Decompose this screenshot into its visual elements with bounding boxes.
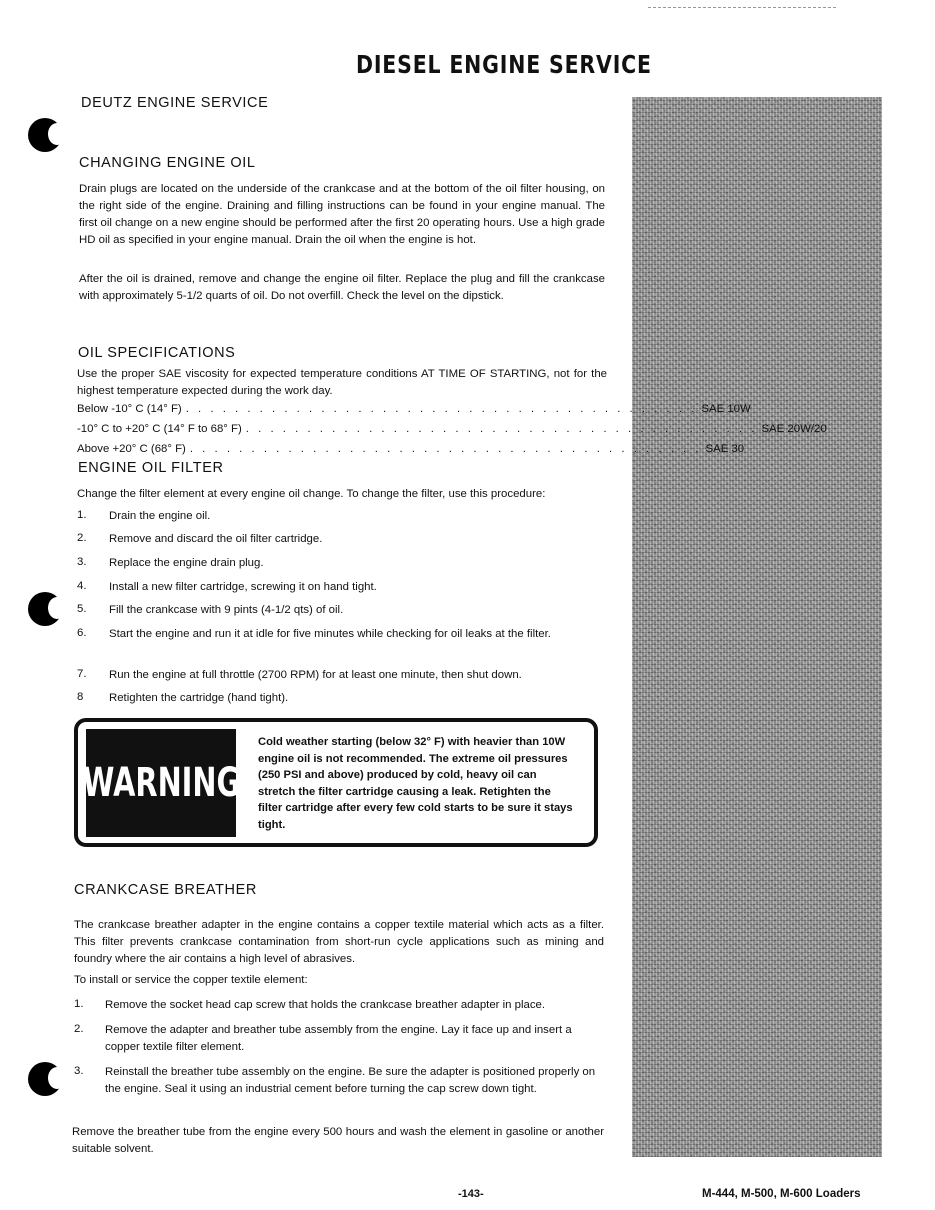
punch-hole-bottom [28, 1062, 62, 1096]
spec-grade: SAE 10W [701, 403, 751, 415]
top-scan-line [648, 7, 836, 8]
punch-hole-top [28, 118, 62, 152]
section-subtitle: DEUTZ ENGINE SERVICE [81, 95, 269, 111]
step-text: Drain the engine oil. [109, 510, 211, 522]
step-number: 7. [77, 668, 87, 680]
step-text: Run the engine at full throttle (2700 RPM) for at least one minute, then shut down. [109, 669, 522, 681]
step-text: Replace the engine drain plug. [109, 557, 264, 569]
leader-dots: . . . . . . . . . . . . . . . . . . . . . . . . . . . . . . . . . . . . . . . . . . [189, 443, 702, 455]
step-number: 3. [77, 556, 87, 568]
step-text: Remove and discard the oil filter cartridge. [109, 533, 323, 545]
heading-oil-specs: OIL SPECIFICATIONS [78, 345, 236, 361]
spec-range: Above +20° C (68° F) [77, 443, 186, 455]
step-number: 1. [74, 998, 84, 1010]
step-text: Remove the socket head cap screw that holds the crankcase breather adapter in place. [105, 999, 546, 1011]
spec-row [77, 443, 745, 455]
changing-oil-paragraph-2: After the oil is drained, remove and change the engine oil filter. Replace the plug and fill the crankcase with approximately 5-1/2 quarts of oil. Do not overfill. Check the level on the dipstick. [79, 273, 605, 302]
step-text: Retighten the cartridge (hand tight). [109, 692, 289, 704]
step-number: 8 [77, 691, 84, 703]
breather-closing: Remove the breather tube from the engine every 500 hours and wash the element in gasoline or another suitable solvent. [72, 1126, 604, 1155]
breather-intro: To install or service the copper textile element: [74, 974, 308, 986]
step-text: Start the engine and run it at idle for five minutes while checking for oil leaks at the filter. [109, 628, 551, 640]
spec-row [77, 403, 751, 415]
spec-range: Below -10° C (14° F) [77, 403, 182, 415]
warning-text: Cold weather starting (below 32° F) with heavier than 10W engine oil is not recommended. The extreme oil pressures (250 PSI and above) produced by cold, heavy oil can stretch the filter cartridge causing a leak. Retighten the filter cartridge after every few cold starts to be sure it stays tight. [258, 736, 573, 831]
spec-grade: SAE 20W/20 [761, 423, 827, 435]
page-number: -143- [458, 1188, 484, 1200]
spec-range: -10° C to +20° C (14° F to 68° F) [77, 423, 242, 435]
heading-breather: CRANKCASE BREATHER [74, 882, 257, 898]
spec-grade: SAE 30 [705, 443, 745, 455]
photo-halftone-panel [632, 97, 882, 1157]
page-title: DIESEL ENGINE SERVICE [356, 50, 652, 79]
heading-changing-oil: CHANGING ENGINE OIL [79, 155, 256, 171]
oil-filter-intro: Change the filter element at every engine oil change. To change the filter, use this procedure: [77, 488, 546, 500]
heading-oil-filter: ENGINE OIL FILTER [78, 460, 224, 476]
step-number: 2. [77, 532, 87, 544]
footer-models: M-444, M-500, M-600 Loaders [702, 1188, 861, 1200]
step-number: 5. [77, 603, 87, 615]
leader-dots: . . . . . . . . . . . . . . . . . . . . . . . . . . . . . . . . . . . . . . . . . . [245, 423, 758, 435]
oil-specs-intro: Use the proper SAE viscosity for expected temperature conditions AT TIME OF STARTING, not for the highest temperature expected during the work day. [77, 368, 607, 397]
breather-paragraph: The crankcase breather adapter in the engine contains a copper textile material which acts as a filter. This filter prevents crankcase contamination from short-run cycle applications such as mining and foundry where the air contains a high level of abrasives. [74, 919, 604, 965]
step-text: Install a new filter cartridge, screwing it on hand tight. [109, 581, 377, 593]
step-number: 6. [77, 627, 87, 639]
step-number: 1. [77, 509, 87, 521]
punch-hole-middle [28, 592, 62, 626]
step-number: 2. [74, 1023, 84, 1035]
step-number: 4. [77, 580, 87, 592]
step-text: Remove the adapter and breather tube assembly from the engine. Lay it face up and insert a copper textile filter element. [105, 1024, 572, 1053]
warning-label-text: WARNING [82, 760, 240, 806]
step-number: 3. [74, 1065, 84, 1077]
step-text: Reinstall the breather tube assembly on the engine. Be sure the adapter is positioned properly on the engine. Seal it using an industrial cement before turning the cap screw down tight. [105, 1066, 596, 1095]
step-text: Fill the crankcase with 9 pints (4-1/2 qts) of oil. [109, 604, 344, 616]
warning-label [82, 729, 240, 837]
changing-oil-paragraph-1: Drain plugs are located on the underside of the crankcase and at the bottom of the oil filter housing, on the right side of the engine. Draining and filling instructions can be found in your engine manual. The first oil change on a new engine should be performed after the first 20 operating hours. Use a high grade HD oil as specified in your engine manual. Drain the oil when the engine is hot. [79, 183, 605, 246]
leader-dots: . . . . . . . . . . . . . . . . . . . . . . . . . . . . . . . . . . . . . . . . . . [185, 403, 698, 415]
spec-row [77, 423, 827, 435]
